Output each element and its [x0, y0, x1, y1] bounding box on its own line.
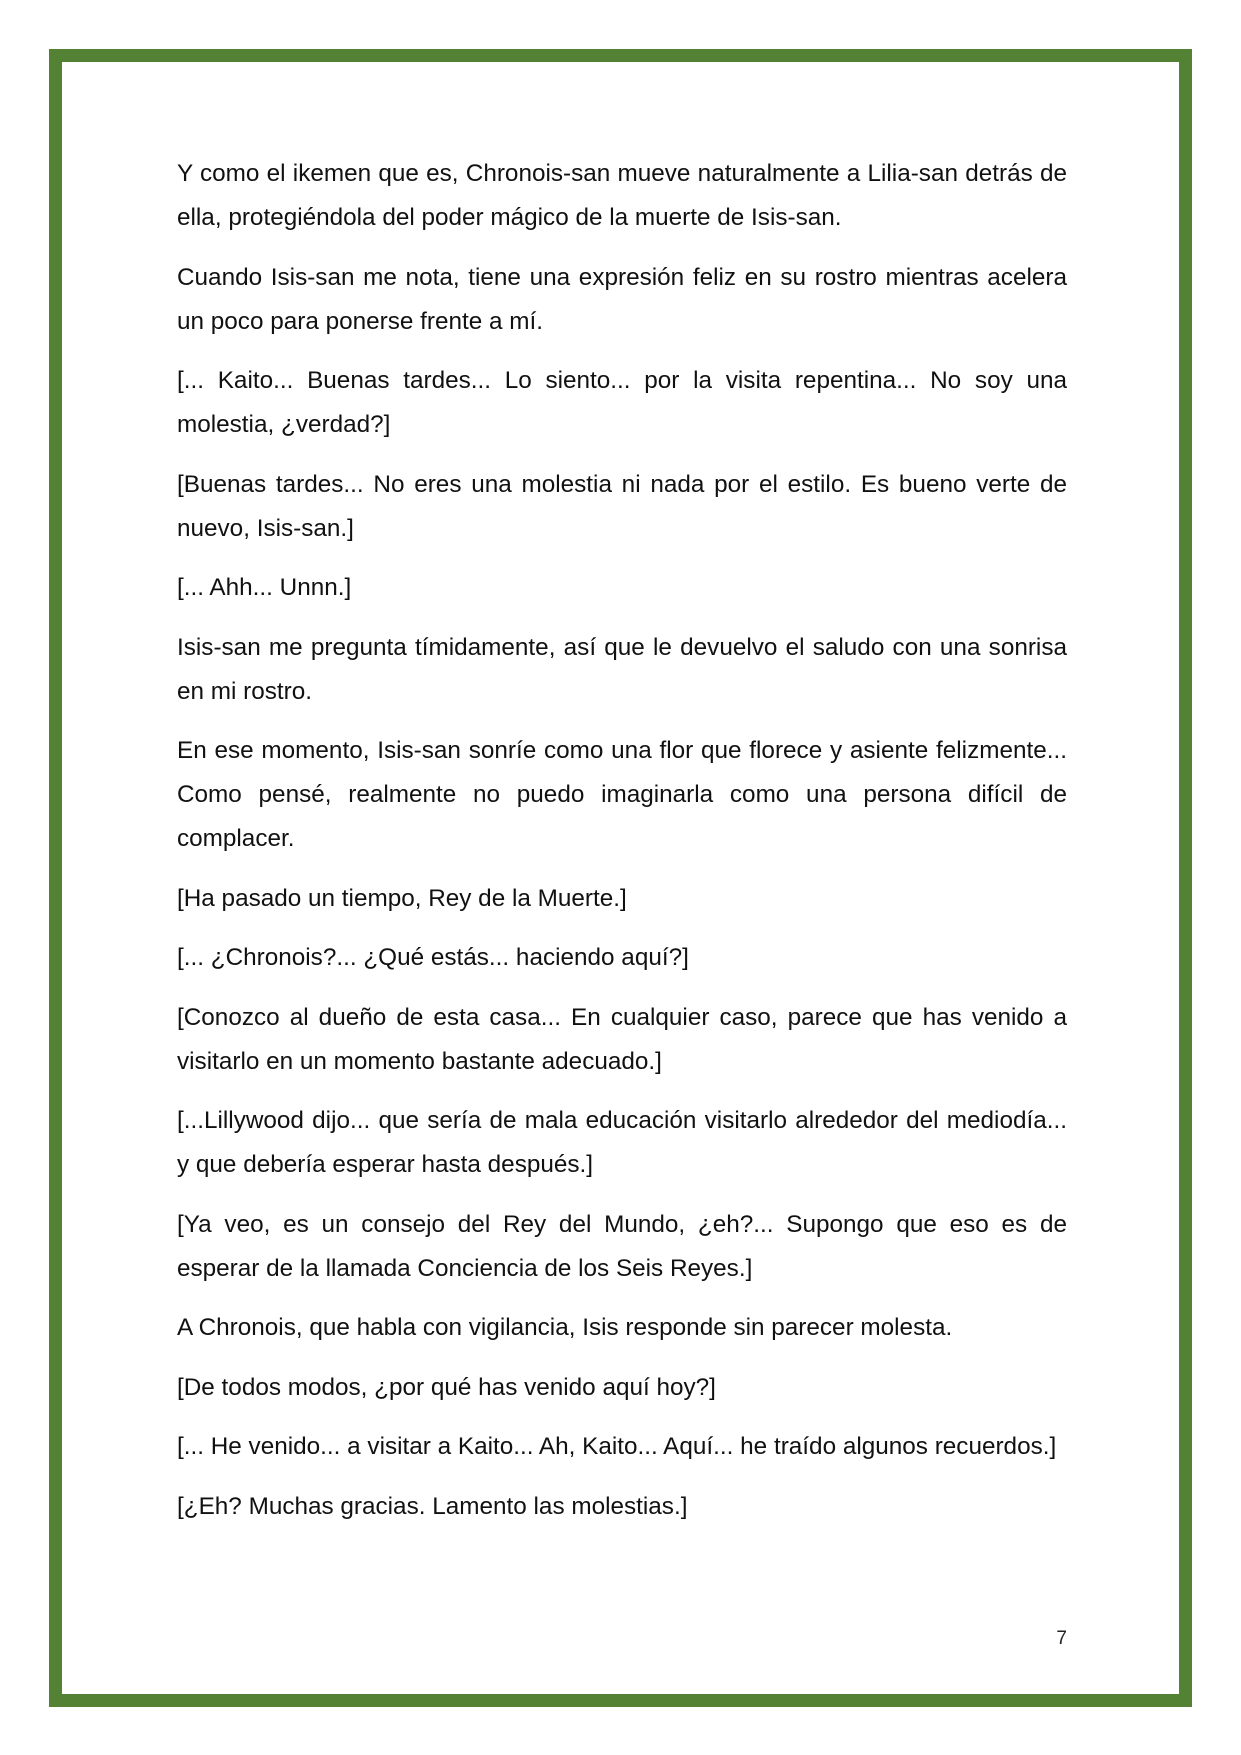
page-body: [177, 152, 1067, 1544]
paragraph: Isis-san me pregunta tímidamente, así que le devuelvo el saludo con una sonrisa en mi rostro.: [177, 633, 1067, 705]
paragraph: Y como el ikemen que es, Chronois-san mueve naturalmente a Lilia-san detrás de ella, protegiéndola del poder mágico de la muerte de Isis-san.: [177, 160, 1067, 231]
paragraph: En ese momento, Isis-san sonríe como una flor que florece y asiente felizmente... Como pensé, realmente no puedo imaginarla como una persona difícil de complacer.: [177, 737, 1067, 852]
paragraph: [Ha pasado un tiempo, Rey de la Muerte.]: [177, 884, 627, 912]
paragraph: [... Ahh... Unnn.]: [177, 574, 352, 601]
paragraph: [... He venido... a visitar a Kaito... Ah, Kaito... Aquí... he traído algunos recuerdos.]: [177, 1433, 1057, 1460]
paragraph: [... Kaito... Buenas tardes... Lo siento... por la visita repentina... No soy una molestia, ¿verdad?]: [177, 367, 1067, 438]
paragraph: [¿Eh? Muchas gracias. Lamento las molestias.]: [177, 1492, 688, 1520]
paragraph: Cuando Isis-san me nota, tiene una expresión feliz en su rostro mientras acelera un poco para ponerse frente a mí.: [177, 263, 1067, 335]
paragraph: [Ya veo, es un consejo del Rey del Mundo, ¿eh?... Supongo que eso es de esperar de la llamada Conciencia de los Seis Reyes.]: [177, 1210, 1067, 1282]
paragraph: [Conozco al dueño de esta casa... En cualquier caso, parece que has venido a visitarlo en un momento bastante adecuado.]: [177, 1003, 1067, 1075]
paragraph: [Buenas tardes... No eres una molestia ni nada por el estilo. Es bueno verte de nuevo, Isis-san.]: [177, 470, 1067, 542]
paragraph: A Chronois, que habla con vigilancia, Isis responde sin parecer molesta.: [177, 1314, 953, 1341]
page-number: 7: [1056, 1628, 1067, 1649]
paragraph: [...Lillywood dijo... que sería de mala educación visitarlo alrededor del mediodía... y que debería esperar hasta después.]: [177, 1107, 1067, 1178]
paragraph: [De todos modos, ¿por qué has venido aquí hoy?]: [177, 1373, 716, 1401]
paragraph: [... ¿Chronois?... ¿Qué estás... haciendo aquí?]: [177, 944, 689, 971]
